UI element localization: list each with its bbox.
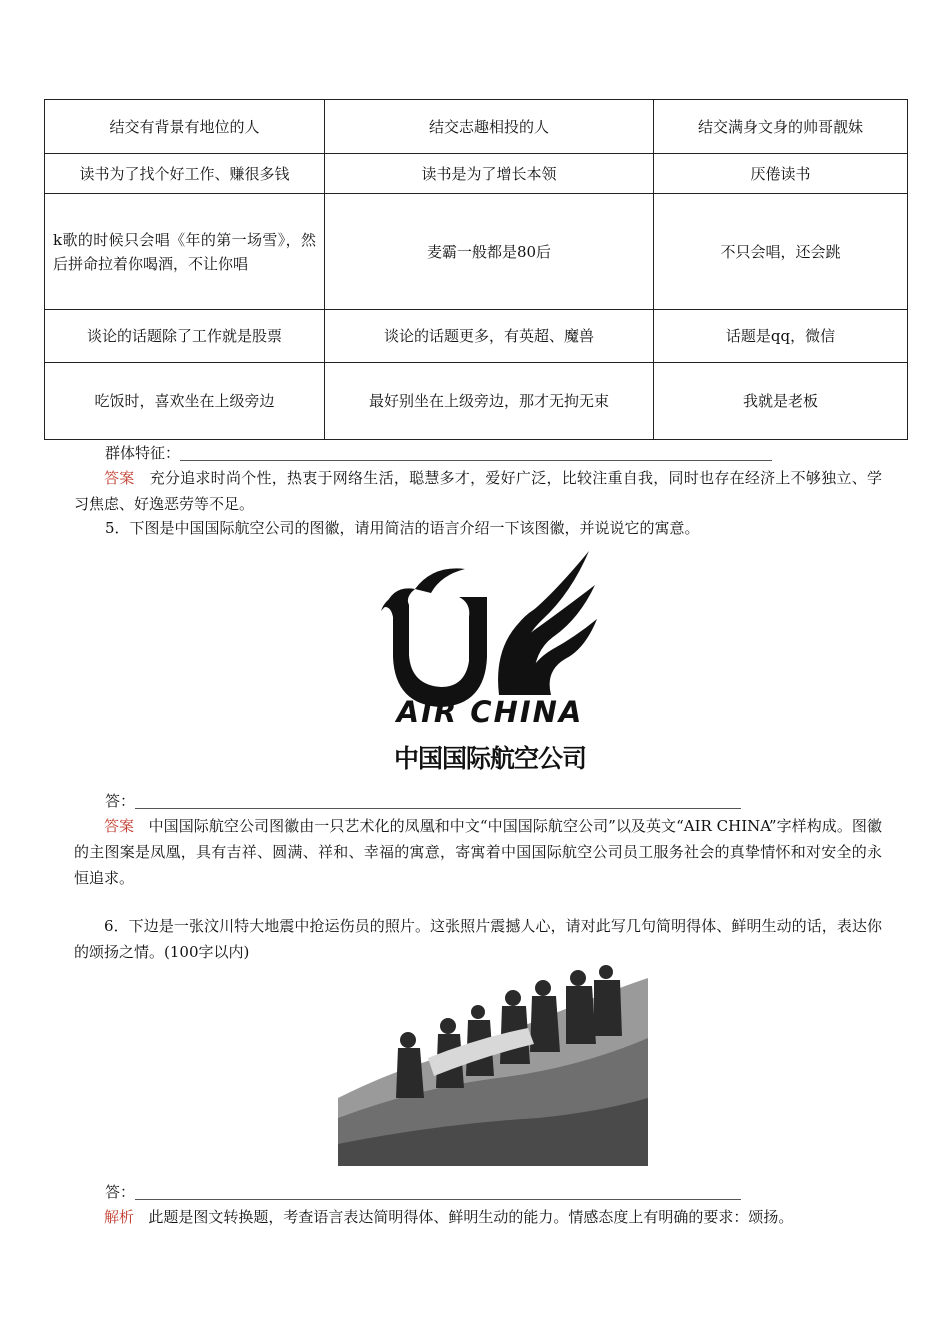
table-cell: 最好别坐在上级旁边，那才无拘无束	[325, 363, 654, 440]
table-row	[45, 363, 908, 440]
table-cell: 结交满身文身的帅哥靓妹	[654, 100, 908, 154]
answer-label: 答案	[104, 469, 135, 487]
answer-blank-line	[135, 796, 741, 809]
comparison-table	[44, 99, 908, 440]
q4-answer	[74, 465, 882, 517]
air-china-logo	[375, 545, 605, 775]
q6-analysis	[74, 1204, 904, 1230]
answer-prompt-label: 答：	[105, 792, 136, 810]
table-cell: k歌的时候只会唱《年的第一场雪》，然后拼命拉着你喝酒，不让你唱	[45, 194, 325, 310]
table-cell: 结交有背景有地位的人	[45, 100, 325, 154]
table-cell: 厌倦读书	[654, 154, 908, 194]
q5-answer	[74, 813, 882, 891]
table-cell: 读书是为了增长本领	[325, 154, 654, 194]
table-row	[45, 154, 908, 194]
rescue-photo	[338, 948, 648, 1166]
group-feature-label: 群体特征：	[105, 444, 181, 462]
table-row	[45, 100, 908, 154]
table-cell: 话题是qq，微信	[654, 310, 908, 363]
answer-label: 答案	[104, 817, 135, 835]
table-cell: 吃饭时，喜欢坐在上级旁边	[45, 363, 325, 440]
table-cell: 谈论的话题更多，有英超、魔兽	[325, 310, 654, 363]
table-cell: 我就是老板	[654, 363, 908, 440]
table-cell: 结交志趣相投的人	[325, 100, 654, 154]
answer-text: 中国国际航空公司图徽由一只艺术化的凤凰和中文“中国国际航空公司”以及英文“AIR CHINA”字样构成。图徽的主图案是凤凰，具有吉祥、圆满、祥和、幸福的寓意，寄寓着中国国际航空公司员工服务社会的真挚情怀和对安全的永恒追求。	[74, 817, 882, 887]
table-row	[45, 194, 908, 310]
group-feature-prompt	[105, 440, 772, 466]
analysis-label: 解析	[104, 1208, 135, 1226]
table-cell: 读书为了找个好工作、赚很多钱	[45, 154, 325, 194]
answer-blank-line	[180, 448, 772, 461]
rescue-photo-image	[338, 948, 648, 1166]
answer-prompt-label: 答：	[105, 1183, 136, 1201]
table-cell: 麦霸一般都是80后	[325, 194, 654, 310]
answer-text: 充分追求时尚个性，热衷于网络生活，聪慧多才，爱好广泛，比较注重自我，同时也存在经济上不够独立、学习焦虑、好逸恶劳等不足。	[74, 469, 882, 513]
table-cell: 谈论的话题除了工作就是股票	[45, 310, 325, 363]
q5-question: 5．下图是中国国际航空公司的图徽，请用简洁的语言介绍一下该图徽，并说说它的寓意。	[105, 519, 700, 537]
logo-text-cn: 中国国际航空公司	[393, 744, 586, 773]
table-cell: 不只会唱，还会跳	[654, 194, 908, 310]
logo-text-en: AIR CHINA	[396, 695, 584, 729]
answer-blank-line	[135, 1187, 741, 1200]
q6-question: 6．下边是一张汶川特大地震中抢运伤员的照片。这张照片震撼人心，请对此写几句简明得体、鲜明生动的话，表达你的颂扬之情。(100字以内)	[74, 917, 882, 961]
q5-answer-prompt	[105, 788, 741, 814]
analysis-text: 此题是图文转换题，考查语言表达简明得体、鲜明生动的能力。情感态度上有明确的要求：颂扬。	[148, 1208, 794, 1226]
q6-answer-prompt	[105, 1179, 741, 1205]
table-row	[45, 310, 908, 363]
